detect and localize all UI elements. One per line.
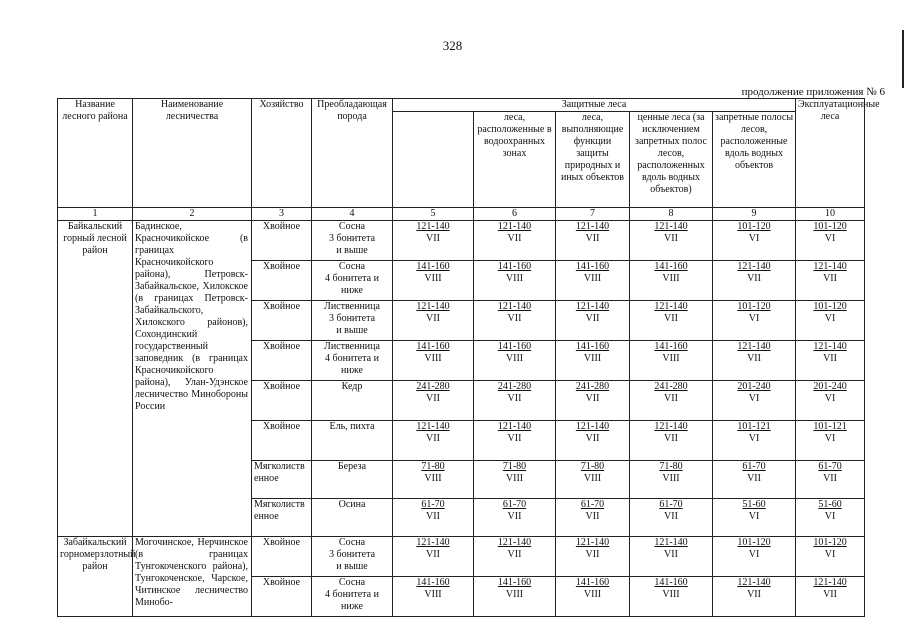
age-class-cell <box>713 261 796 301</box>
age-range: 121-140 <box>654 537 688 548</box>
age-class-cell <box>796 261 865 301</box>
age-class-roman: VI <box>824 549 836 560</box>
age-range: 141-160 <box>497 577 532 588</box>
age-class-cell <box>796 421 865 461</box>
age-class-cell <box>556 261 630 301</box>
header-sub-strips: запретные полосы лесов, расположенные вдоль водных объектов <box>713 112 796 208</box>
age-class-cell <box>713 301 796 341</box>
species-name: Ель, пихта <box>312 421 393 461</box>
header-sub-empty <box>393 112 474 208</box>
age-class-roman: VII <box>664 433 678 444</box>
age-class-roman: VII <box>507 511 522 522</box>
age-class-cell <box>796 381 865 421</box>
household-type: Хвойное <box>252 421 312 461</box>
species-name: Кедр <box>312 381 393 421</box>
age-class-roman: VII <box>747 473 761 484</box>
age-class-roman: VIII <box>662 589 680 600</box>
age-range: 121-140 <box>575 537 610 548</box>
age-class-cell <box>556 341 630 381</box>
age-class-roman: VIII <box>424 473 442 484</box>
header-sub-valuable: ценные леса (за исключением запретных полос лесов, расположенных вдоль водных объектов) <box>630 112 713 208</box>
age-class-roman: VIII <box>505 473 524 484</box>
age-class-roman: VIII <box>583 353 602 364</box>
age-class-cell <box>796 341 865 381</box>
column-number: 3 <box>252 208 312 221</box>
age-range: 101-121 <box>813 421 847 432</box>
age-range: 101-120 <box>737 221 771 232</box>
age-class-roman: VIII <box>424 589 442 600</box>
age-class-cell <box>393 381 474 421</box>
header-sub-protection: леса, выполняющие функции защиты природных и иных объектов <box>556 112 630 208</box>
age-range: 61-70 <box>421 499 445 510</box>
header-region: Название лесного района <box>58 99 133 208</box>
age-range: 121-140 <box>654 301 688 312</box>
age-range: 61-70 <box>580 499 605 510</box>
age-range: 241-280 <box>416 381 450 392</box>
age-range: 121-140 <box>813 261 847 272</box>
age-range: 121-140 <box>575 421 610 432</box>
age-class-cell <box>556 537 630 577</box>
column-number: 6 <box>474 208 556 221</box>
table-row <box>58 221 865 261</box>
age-class-cell <box>630 499 713 537</box>
age-class-roman: VII <box>823 273 837 284</box>
age-class-cell <box>556 301 630 341</box>
age-class-cell <box>474 537 556 577</box>
age-class-cell <box>630 301 713 341</box>
header-sub-water: леса, расположенные в водоохранных зонах <box>474 112 556 208</box>
age-range: 121-140 <box>416 301 450 312</box>
age-class-cell <box>474 301 556 341</box>
age-range: 121-140 <box>416 421 450 432</box>
age-class-roman: VI <box>824 511 836 522</box>
age-class-roman: VII <box>426 313 440 324</box>
age-class-cell <box>393 499 474 537</box>
age-class-roman: VII <box>664 313 678 324</box>
species-name: Осина <box>312 499 393 537</box>
age-class-roman: VIII <box>424 273 442 284</box>
age-range: 51-60 <box>818 499 842 510</box>
age-range: 141-160 <box>416 577 450 588</box>
age-class-cell <box>556 461 630 499</box>
age-range: 121-140 <box>416 537 450 548</box>
age-class-roman: VI <box>824 313 836 324</box>
age-range: 51-60 <box>742 499 766 510</box>
species-name: Лиственница 3 бонитета и выше <box>312 301 393 341</box>
age-range: 101-120 <box>737 537 771 548</box>
age-class-roman: VI <box>748 313 760 324</box>
age-class-cell <box>393 537 474 577</box>
age-range: 121-140 <box>813 577 847 588</box>
age-class-cell <box>713 381 796 421</box>
age-class-roman: VII <box>585 549 600 560</box>
age-class-roman: VI <box>748 393 760 404</box>
household-type: Хвойное <box>252 341 312 381</box>
region-name: Байкальский горный лесной район <box>58 221 133 537</box>
household-type: Хвойное <box>252 577 312 617</box>
column-number: 5 <box>393 208 474 221</box>
age-class-roman: VII <box>823 589 837 600</box>
species-name: Сосна 4 бонитета и ниже <box>312 261 393 301</box>
age-class-cell <box>474 461 556 499</box>
age-class-roman: VII <box>426 511 440 522</box>
age-class-cell <box>713 341 796 381</box>
column-number: 10 <box>796 208 865 221</box>
age-class-roman: VII <box>585 511 600 522</box>
age-range: 121-140 <box>813 341 847 352</box>
age-class-cell <box>796 537 865 577</box>
age-class-roman: VII <box>426 393 440 404</box>
column-number: 8 <box>630 208 713 221</box>
age-class-cell <box>393 261 474 301</box>
age-class-cell <box>474 261 556 301</box>
age-class-cell <box>713 421 796 461</box>
continuation-note: продолжение приложения № 6 <box>741 86 885 98</box>
age-class-roman: VIII <box>505 353 524 364</box>
age-class-cell <box>556 577 630 617</box>
age-range: 141-160 <box>654 261 688 272</box>
species-name: Сосна 4 бонитета и ниже <box>312 577 393 617</box>
age-range: 241-280 <box>575 381 610 392</box>
age-range: 61-70 <box>502 499 527 510</box>
column-number: 7 <box>556 208 630 221</box>
age-range: 201-240 <box>813 381 847 392</box>
age-range: 61-70 <box>742 461 766 472</box>
age-range: 121-140 <box>575 301 610 312</box>
species-name: Лиственница 4 бонитета и ниже <box>312 341 393 381</box>
age-range: 141-160 <box>654 577 688 588</box>
age-range: 121-140 <box>575 221 610 232</box>
age-range: 71-80 <box>659 461 683 472</box>
species-name: Береза <box>312 461 393 499</box>
age-class-roman: VIII <box>662 473 680 484</box>
age-range: 101-120 <box>737 301 771 312</box>
age-class-cell <box>713 221 796 261</box>
age-class-roman: VIII <box>583 273 602 284</box>
age-range: 141-160 <box>497 261 532 272</box>
age-range: 141-160 <box>575 341 610 352</box>
age-range: 141-160 <box>416 341 450 352</box>
age-class-cell <box>474 499 556 537</box>
age-class-roman: VIII <box>583 589 602 600</box>
age-class-roman: VIII <box>505 273 524 284</box>
age-class-roman: VII <box>426 233 440 244</box>
age-class-roman: VI <box>748 549 760 560</box>
age-class-roman: VII <box>507 393 522 404</box>
age-class-cell <box>630 221 713 261</box>
age-class-roman: VI <box>748 511 760 522</box>
forestry-table <box>57 98 880 617</box>
age-class-cell <box>796 499 865 537</box>
age-range: 201-240 <box>737 381 771 392</box>
forestry-name: Могочинское, Нерчинское (в границах Тунгокоченского района), Тунгокоченское, Чарское, Читинское лесничество Минобо- <box>133 537 252 617</box>
age-class-roman: VII <box>426 549 440 560</box>
region-name: Забайкальский горномерзлотный район <box>58 537 133 617</box>
age-class-cell <box>796 461 865 499</box>
age-class-roman: VII <box>585 393 600 404</box>
household-type: Хвойное <box>252 221 312 261</box>
age-class-roman: VII <box>507 313 522 324</box>
age-class-roman: VII <box>585 233 600 244</box>
age-range: 141-160 <box>575 261 610 272</box>
age-class-cell <box>393 461 474 499</box>
age-class-cell <box>630 261 713 301</box>
age-class-roman: VII <box>747 353 761 364</box>
age-class-roman: VII <box>507 233 522 244</box>
age-class-cell <box>556 421 630 461</box>
header-species: Преобладающая порода <box>312 99 393 208</box>
header-exploitation: Эксплуатационные леса <box>796 99 865 208</box>
age-class-roman: VII <box>823 473 837 484</box>
age-range: 241-280 <box>654 381 688 392</box>
age-class-roman: VII <box>747 273 761 284</box>
age-class-cell <box>393 301 474 341</box>
age-range: 101-120 <box>813 537 847 548</box>
age-class-cell <box>630 421 713 461</box>
age-class-cell <box>796 577 865 617</box>
forestry-name: Бадинское, Красночикойское (в границах Красночикойского района), Петровск-Забайкальское, Хилокское (в границах Петровск-Забайкальского, Хилокского районов), Сохондинский государственный заповедник (в границах Красночикойского района), Улан-Удэнское лесничество Минобороны России <box>133 221 252 537</box>
age-range: 121-140 <box>416 221 450 232</box>
age-class-roman: VIII <box>505 589 524 600</box>
age-range: 141-160 <box>575 577 610 588</box>
age-class-cell <box>474 341 556 381</box>
household-type: Хвойное <box>252 261 312 301</box>
age-range: 101-120 <box>813 301 847 312</box>
age-range: 71-80 <box>421 461 445 472</box>
age-class-roman: VII <box>664 511 678 522</box>
age-class-cell <box>713 537 796 577</box>
page-number: 328 <box>442 38 463 53</box>
age-class-roman: VI <box>824 393 836 404</box>
column-number: 4 <box>312 208 393 221</box>
age-class-cell <box>393 421 474 461</box>
age-range: 61-70 <box>659 499 683 510</box>
household-type: Мягколиственное <box>252 461 312 499</box>
age-range: 101-120 <box>813 221 847 232</box>
age-range: 241-280 <box>497 381 532 392</box>
age-range: 61-70 <box>818 461 842 472</box>
age-class-cell <box>474 421 556 461</box>
age-range: 141-160 <box>497 341 532 352</box>
household-type: Хвойное <box>252 537 312 577</box>
age-range: 121-140 <box>737 577 771 588</box>
age-class-roman: VIII <box>662 353 680 364</box>
age-class-cell <box>556 381 630 421</box>
scan-edge-line <box>902 30 904 88</box>
age-class-cell <box>556 221 630 261</box>
column-number-row <box>58 208 865 221</box>
age-class-roman: VIII <box>583 473 602 484</box>
age-class-cell <box>796 301 865 341</box>
table-row <box>58 537 865 577</box>
age-class-roman: VI <box>824 433 836 444</box>
age-class-roman: VI <box>748 233 760 244</box>
age-class-cell <box>796 221 865 261</box>
age-class-roman: VII <box>507 549 522 560</box>
species-name: Сосна 3 бонитета и выше <box>312 537 393 577</box>
age-class-cell <box>556 499 630 537</box>
age-range: 121-140 <box>497 301 532 312</box>
age-class-roman: VII <box>507 433 522 444</box>
age-class-cell <box>630 461 713 499</box>
table-body <box>58 221 865 617</box>
age-class-roman: VII <box>585 433 600 444</box>
age-range: 101-121 <box>737 421 771 432</box>
age-class-cell <box>474 221 556 261</box>
age-class-cell <box>713 577 796 617</box>
age-class-cell <box>474 577 556 617</box>
header-household: Хозяйство <box>252 99 312 208</box>
household-type: Хвойное <box>252 301 312 341</box>
age-class-cell <box>393 341 474 381</box>
age-range: 141-160 <box>416 261 450 272</box>
household-type: Хвойное <box>252 381 312 421</box>
household-type: Мягколиственное <box>252 499 312 537</box>
header-protective: Защитные леса <box>393 99 796 112</box>
age-class-cell <box>630 537 713 577</box>
age-range: 121-140 <box>654 421 688 432</box>
column-number: 1 <box>58 208 133 221</box>
age-class-roman: VII <box>664 393 678 404</box>
age-class-cell <box>630 381 713 421</box>
age-range: 71-80 <box>502 461 527 472</box>
age-class-roman: VII <box>426 433 440 444</box>
age-range: 121-140 <box>654 221 688 232</box>
header-forestry: Наименование лесничества <box>133 99 252 208</box>
age-range: 141-160 <box>654 341 688 352</box>
age-class-roman: VII <box>664 233 678 244</box>
age-range: 71-80 <box>580 461 605 472</box>
age-range: 121-140 <box>737 261 771 272</box>
age-class-roman: VI <box>748 433 760 444</box>
age-range: 121-140 <box>497 221 532 232</box>
column-number: 9 <box>713 208 796 221</box>
age-class-cell <box>474 381 556 421</box>
age-class-roman: VII <box>585 313 600 324</box>
age-range: 121-140 <box>497 537 532 548</box>
age-class-roman: VIII <box>424 353 442 364</box>
age-range: 121-140 <box>737 341 771 352</box>
column-number: 2 <box>133 208 252 221</box>
age-class-roman: VI <box>824 233 836 244</box>
species-name: Сосна 3 бонитета и выше <box>312 221 393 261</box>
age-class-cell <box>393 221 474 261</box>
age-class-roman: VII <box>664 549 678 560</box>
age-class-roman: VII <box>823 353 837 364</box>
age-range: 121-140 <box>497 421 532 432</box>
age-class-cell <box>393 577 474 617</box>
age-class-cell <box>713 499 796 537</box>
age-class-cell <box>713 461 796 499</box>
age-class-cell <box>630 577 713 617</box>
age-class-cell <box>630 341 713 381</box>
age-class-roman: VIII <box>662 273 680 284</box>
age-class-roman: VII <box>747 589 761 600</box>
